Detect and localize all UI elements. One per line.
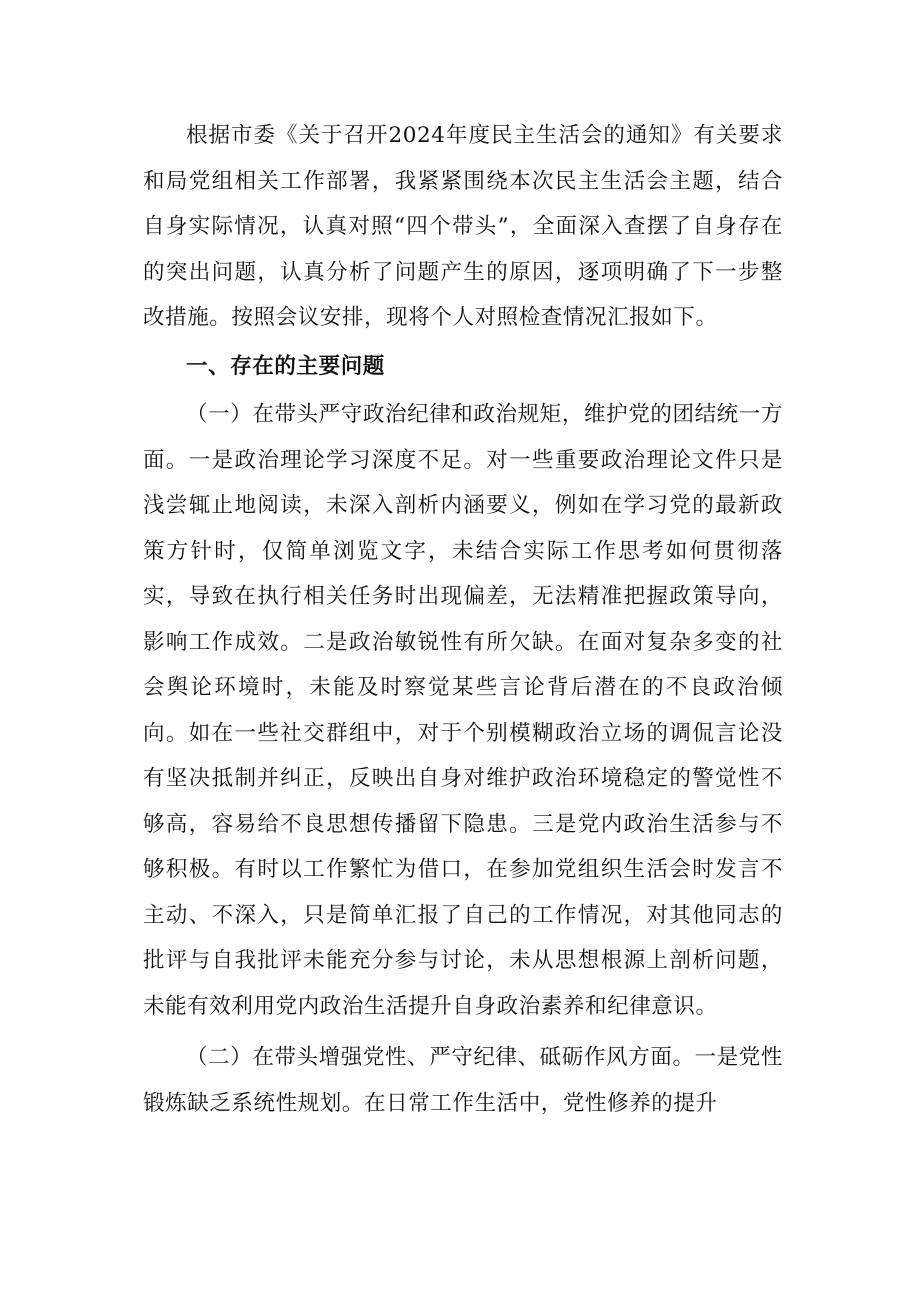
intro-paragraph: 根据市委《关于召开2024年度民主生活会的通知》有关要求和局党组相关工作部署，我紧紧围绕本次民主生活会主题，结合自身实际情况，认真对照“四个带头”，全面深入查摆了自身存在的突出问题，认真分析了问题产生的原因，逐项明确了下一步整改措施。按照会议安排，现将个人对照检查情况汇报如下。	[143, 123, 783, 330]
problem-item-1-paragraph: （一）在带头严守政治纪律和政治规矩，维护党的团结统一方面。一是政治理论学习深度不足。对一些重要政治理论文件只是浅尝辄止地阅读，未深入剖析内涵要义，例如在学习党的最新政策方针时，仅简单浏览文字，未结合实际工作思考如何贯彻落实，导致在执行相关任务时出现偏差，无法精准把握政策导向，影响工作成效。二是政治敏锐性有所欠缺。在面对复杂多变的社会舆论环境时，未能及时察觉某些言论背后潜在的不良政治倾向。如在一些社交群组中，对于个别模糊政治立场的调侃言论没有坚决抵制并纠正，反映出自身对维护政治环境稳定的警觉性不够高，容易给不良思想传播留下隐患。三是党内政治生活参与不够积极。有时以工作繁忙为借口，在参加党组织生活会时发言不主动、不深入，只是简单汇报了自己的工作情况，对其他同志的批评与自我批评未能充分参与讨论，未从思想根源上剖析问题，未能有效利用党内政治生活提升自身政治素养和纪律意识。	[143, 402, 783, 1019]
problem-item-2-paragraph: （二）在带头增强党性、严守纪律、砥砺作风方面。一是党性锻炼缺乏系统性规划。在日常工作生活中，党性修养的提升	[143, 1045, 783, 1116]
document-body	[143, 113, 783, 1126]
section-heading-main-problems: 一、存在的主要问题	[186, 353, 385, 379]
